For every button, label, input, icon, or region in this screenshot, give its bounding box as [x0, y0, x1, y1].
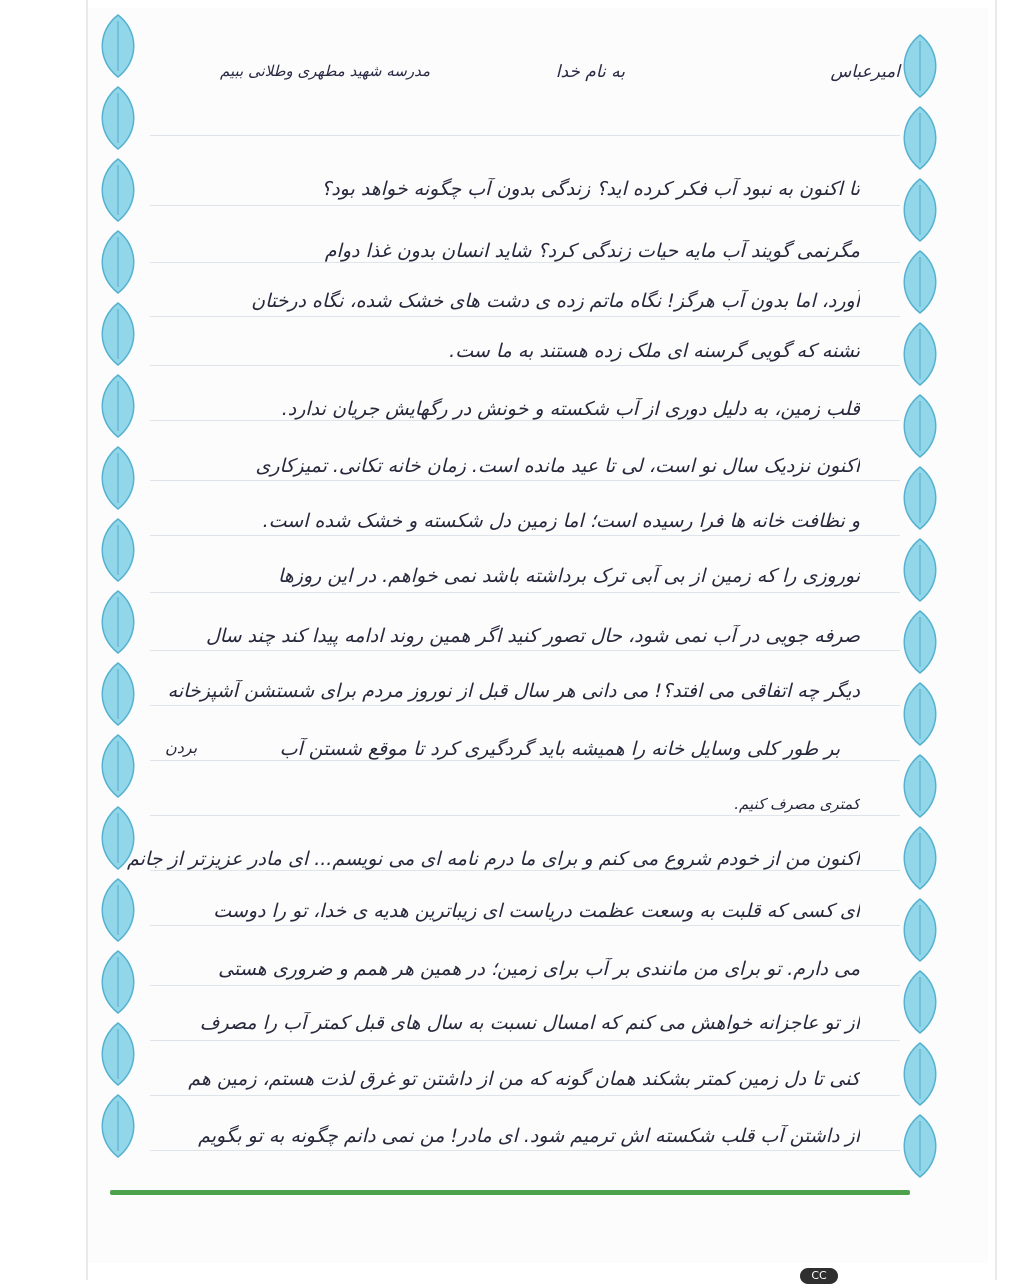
essay-line: صرفه جویی در آب نمی شود، حال تصور کنید اگر همین روند ادامه پیدا کند چند سال	[205, 625, 860, 647]
ruled-line	[150, 705, 900, 706]
essay-line: بر طور کلی وسایل خانه را همیشه باید گردگیری کرد تا موقع شستن آب	[279, 738, 840, 760]
ruled-line	[150, 870, 900, 871]
ruled-line	[150, 205, 900, 206]
ruled-line	[150, 592, 900, 593]
ruled-line	[150, 925, 900, 926]
page-frame-right	[995, 0, 997, 1280]
ruled-line	[150, 985, 900, 986]
essay-line: آورد، اما بدون آب هرگز! نگاه ماتم زده ی دشت های خشک شده، نگاه درختان	[251, 290, 860, 312]
ruled-line	[150, 420, 900, 421]
ruled-line	[150, 650, 900, 651]
essay-line: از داشتن آب قلب شکسته اش ترمیم شود. ای مادر! من نمی دانم چگونه به تو بگویم	[198, 1125, 860, 1147]
page-heading: به نام خدا	[555, 62, 625, 82]
essay-line: کنی تا دل زمین کمتر بشکند همان گونه که من از داشتن تو غرق لذت هستم، زمین هم	[188, 1068, 860, 1090]
right-leaf-border	[890, 0, 950, 1200]
ruled-line	[150, 262, 900, 263]
ruled-line	[150, 365, 900, 366]
essay-line: کمتری مصرف کنیم.	[734, 795, 860, 813]
essay-line: تشنه که گویی گرسنه ای ملک زده هستند به ما ست.	[449, 340, 860, 362]
school-name: مدرسه شهید مطهری وطلانی ببیم	[219, 62, 430, 80]
ruled-line	[150, 535, 900, 536]
essay-line: قلب زمین، به دلیل دوری از آب شکسته و خونش در رگهایش جریان ندارد.	[281, 398, 860, 420]
essay-line: دیگر چه اتفاقی می افتد؟! می دانی هر سال قبل از نوروز مردم برای شستشن آشپزخانه	[167, 680, 860, 702]
essay-line: ای کسی که قلبت به وسعت عظمت دریاست ای زیباترین هدیه ی خدا، تو را دوست	[213, 900, 860, 922]
essay-line: مگرنمی گویند آب مایه حیات زندگی کرد؟ شاید انسان بدون غذا دوام	[324, 240, 860, 262]
essay-line: تا اکنون به نبود آب فکر کرده اید؟ زندگی بدون آب چگونه خواهد بود؟	[321, 178, 860, 200]
ruled-line	[150, 1150, 900, 1151]
essay-line: نوروزی را که زمین از بی آبی ترک برداشته باشد نمی خواهم. در این روزها	[277, 565, 860, 587]
margin-note: بردن	[165, 738, 198, 757]
ruled-line	[150, 480, 900, 481]
ruled-line	[150, 1040, 900, 1041]
cc-pill[interactable]: CC	[800, 1268, 838, 1284]
student-name: امیرعباس	[830, 62, 900, 82]
essay-line: از تو عاجزانه خواهش می کنم که امسال نسبت به سال های قبل کمتر آب را مصرف	[199, 1012, 860, 1034]
ruled-line	[150, 1095, 900, 1096]
essay-line: اکنون نزدیک سال نو است، لی تا عید مانده است. زمان خانه تکانی. تمیزکاری	[255, 455, 860, 477]
ruled-line	[150, 135, 900, 136]
ruled-line	[150, 760, 900, 761]
essay-line: اکنون من از خودم شروع می کنم و برای ما درم نامه ای می نویسم... ای مادر عزیزتر از جانم	[126, 848, 860, 870]
ruled-line	[150, 815, 900, 816]
essay-line: و نظافت خانه ها فرا رسیده است؛ اما زمین دل شکسته و خشک شده است.	[262, 510, 860, 532]
ruled-line	[150, 316, 900, 317]
essay-line: می دارم. تو برای من مانندی بر آب برای زمین؛ در همین هر همم و ضروری هستی	[218, 958, 860, 980]
bottom-green-rule	[110, 1190, 910, 1195]
